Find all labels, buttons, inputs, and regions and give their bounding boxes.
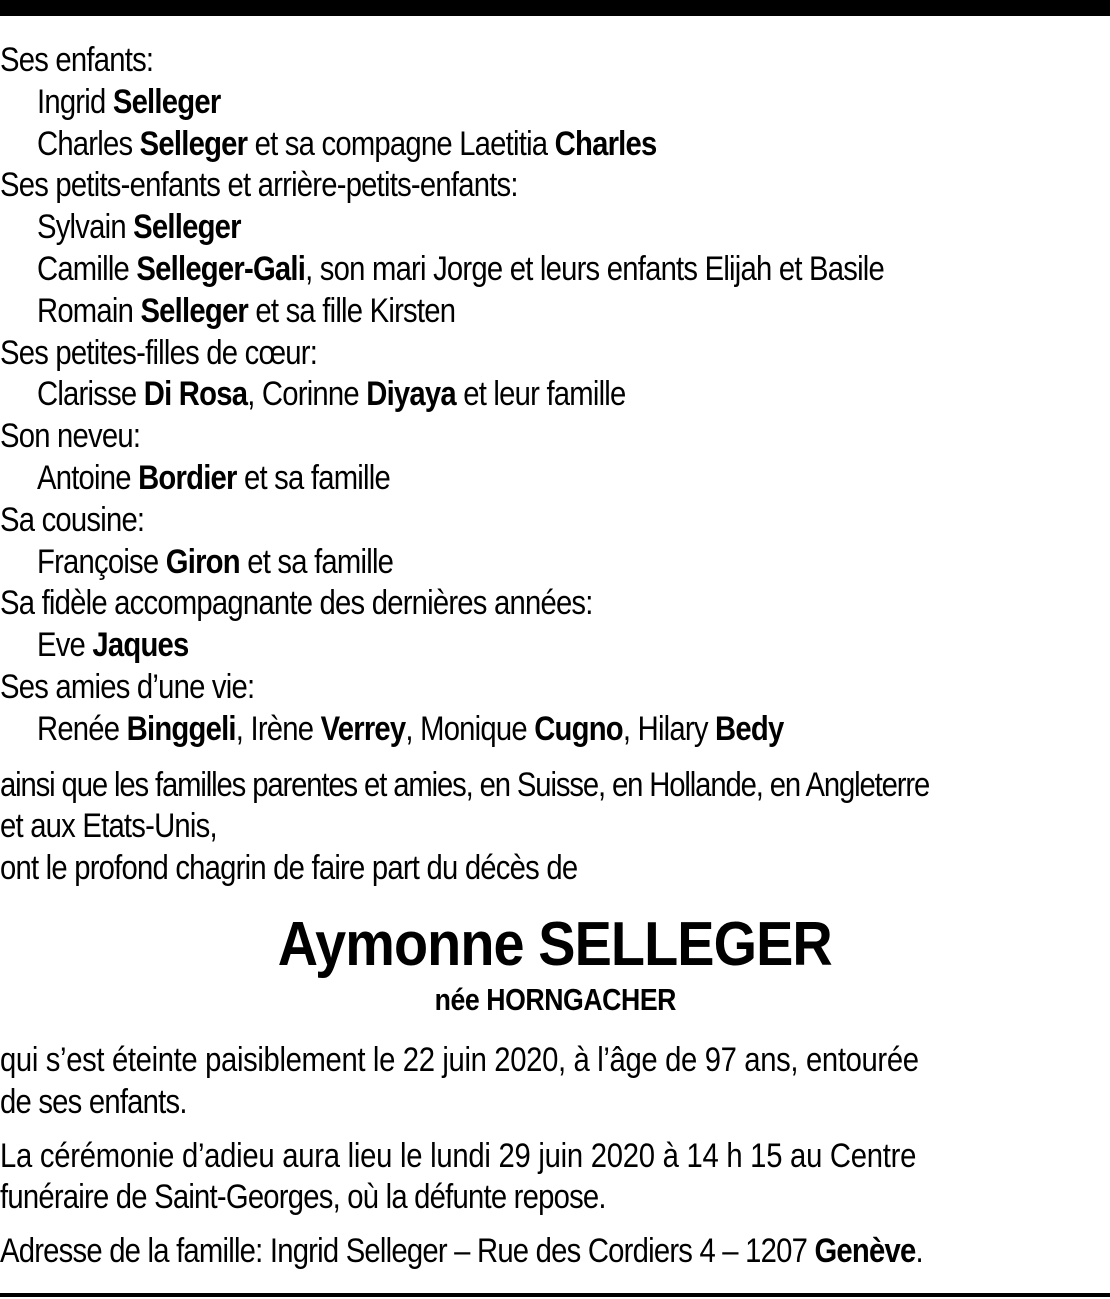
announcement-line: ont le profond chagrin de faire part du décès de bbox=[0, 849, 578, 888]
first-name: , Hilary bbox=[622, 709, 716, 748]
first-name: Ingrid bbox=[36, 82, 106, 121]
first-name: Françoise bbox=[36, 542, 159, 581]
bottom-rule bbox=[0, 1293, 1110, 1297]
maiden-name: née HORNGACHER bbox=[434, 981, 676, 1017]
last-name: Selleger bbox=[133, 208, 241, 247]
top-rule bbox=[0, 0, 1110, 16]
children-label bbox=[0, 40, 955, 82]
connector-text: et sa famille bbox=[236, 458, 390, 497]
label-text: Son neveu: bbox=[0, 417, 141, 456]
ceremony-line: La cérémonie d’adieu aura lieu le lundi 29 juin 2020 à 14 h 15 au Centre bbox=[0, 1136, 917, 1175]
grandchild-1 bbox=[0, 207, 955, 249]
address-end: . bbox=[915, 1232, 923, 1271]
grandchildren-label bbox=[0, 165, 955, 207]
connector-text: et sa fille Kirsten bbox=[248, 291, 456, 330]
deceased-name: Aymonne SELLEGER bbox=[277, 909, 833, 979]
grandchild-3 bbox=[0, 291, 955, 333]
death-line: de ses enfants. bbox=[0, 1082, 187, 1121]
companion bbox=[0, 625, 955, 667]
death-paragraph bbox=[0, 1040, 1110, 1124]
connector-text: , son mari Jorge et leurs enfants Elijah et Basile bbox=[305, 249, 885, 288]
ceremony-paragraph bbox=[0, 1136, 1110, 1220]
child-2 bbox=[0, 124, 955, 166]
obituary-notice bbox=[0, 40, 1110, 1273]
companion-label bbox=[0, 583, 955, 625]
nephew bbox=[0, 458, 955, 500]
child-1 bbox=[0, 82, 955, 124]
announcement-line: et aux Etats-Unis, bbox=[0, 807, 217, 846]
first-name: Eve bbox=[36, 626, 86, 665]
label-text: Ses petits-enfants et arrière-petits-enfants: bbox=[0, 166, 518, 205]
nephew-label bbox=[0, 416, 955, 458]
first-name: Clarisse bbox=[36, 375, 137, 414]
label-text: Ses amies d’une vie: bbox=[0, 667, 255, 706]
grandchild-2 bbox=[0, 249, 955, 291]
connector-text: et leur famille bbox=[455, 375, 626, 414]
last-name: Selleger bbox=[140, 291, 249, 330]
first-name: Charles bbox=[36, 124, 133, 163]
last-name: Giron bbox=[165, 542, 240, 581]
deceased-name-block bbox=[0, 910, 1110, 1020]
last-name: Binggeli bbox=[126, 709, 236, 748]
last-name: Selleger bbox=[139, 124, 248, 163]
family-address bbox=[0, 1231, 955, 1273]
partner-name: Charles bbox=[554, 124, 657, 163]
friends bbox=[0, 709, 955, 751]
heart-granddaughters bbox=[0, 374, 955, 416]
label-text: Ses enfants: bbox=[0, 41, 154, 79]
ceremony-line: funéraire de Saint-Georges, où la défunte repose. bbox=[0, 1178, 606, 1217]
cousin-label bbox=[0, 500, 955, 542]
first-name: Renée bbox=[36, 709, 120, 748]
last-name: Cugno bbox=[534, 709, 623, 748]
connector-text: , Corinne bbox=[247, 375, 367, 414]
last-name: Verrey bbox=[320, 709, 406, 748]
last-name: Di Rosa bbox=[143, 375, 248, 414]
last-name: Bordier bbox=[138, 458, 237, 497]
first-name: Camille bbox=[36, 249, 130, 288]
address-city: Genève bbox=[814, 1232, 916, 1271]
last-name: Selleger bbox=[112, 82, 221, 121]
first-name: Romain bbox=[36, 291, 134, 330]
first-name: , Irène bbox=[235, 709, 321, 748]
first-name: Antoine bbox=[36, 458, 131, 497]
first-name: Sylvain bbox=[36, 208, 126, 247]
connector-text: et sa famille bbox=[239, 542, 394, 581]
heart-granddaughters-label bbox=[0, 333, 955, 375]
address-paragraph bbox=[0, 1231, 1110, 1273]
label-text: Sa fidèle accompagnante des dernières années: bbox=[0, 584, 593, 623]
label-text: Sa cousine: bbox=[0, 500, 145, 539]
address-text: Adresse de la famille: Ingrid Selleger – Rue des Cordiers 4 – 1207 bbox=[0, 1232, 815, 1271]
connector-text: et sa compagne Laetitia bbox=[247, 124, 555, 163]
last-name: Jaques bbox=[92, 626, 189, 665]
death-line: qui s’est éteinte paisiblement le 22 juin 2020, à l’âge de 97 ans, entourée bbox=[0, 1040, 919, 1079]
announcement-paragraph bbox=[0, 765, 1110, 890]
last-name: Bedy bbox=[715, 709, 784, 748]
friends-label bbox=[0, 667, 955, 709]
last-name: Diyaya bbox=[366, 375, 456, 414]
label-text: Ses petites-filles de cœur: bbox=[0, 333, 318, 372]
cousin bbox=[0, 542, 955, 584]
announcement-line: ainsi que les familles parentes et amies, en Suisse, en Hollande, en Angleterre bbox=[0, 765, 930, 804]
last-name: Selleger-Gali bbox=[136, 249, 306, 288]
first-name: , Monique bbox=[405, 709, 535, 748]
